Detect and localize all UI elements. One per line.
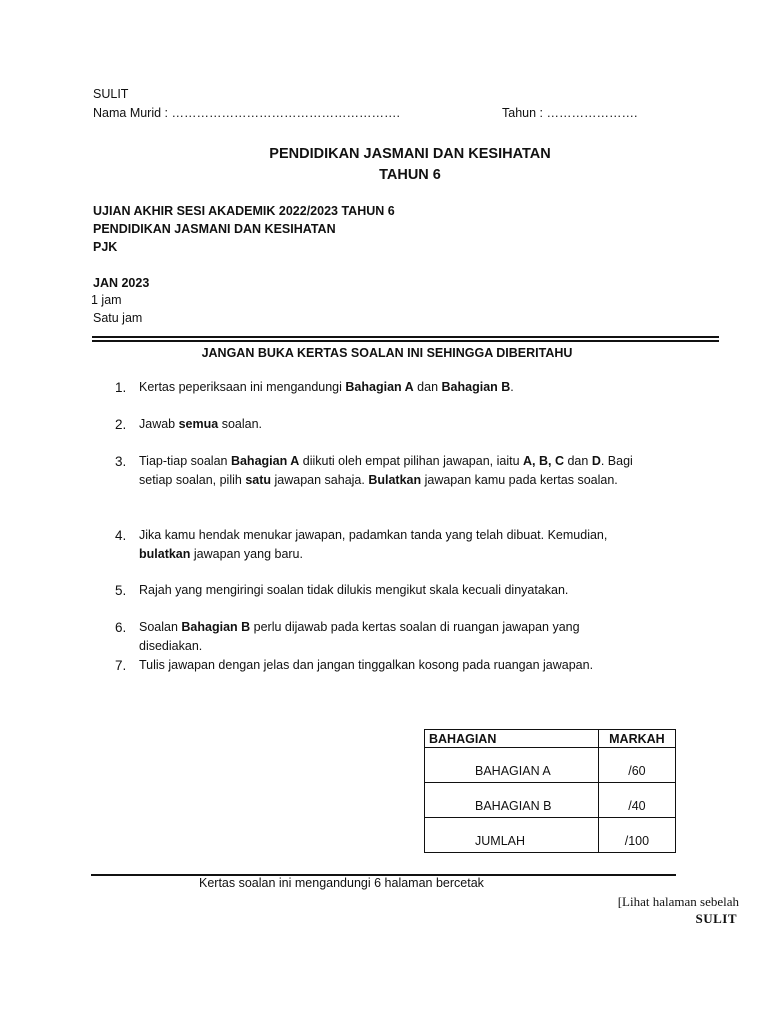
bold-term: Bahagian A: [345, 380, 414, 394]
text-segment: Soalan: [139, 620, 182, 634]
bold-term: Bulatkan: [368, 473, 422, 487]
exam-date: JAN 2023: [93, 276, 150, 290]
next-page-note: [Lihat halaman sebelah: [617, 894, 739, 909]
exam-subject: PENDIDIKAN JASMANI DAN KESIHATAN: [93, 222, 336, 236]
text-segment: jawapan yang baru.: [190, 547, 303, 561]
text-segment: . Bagi setiap soalan, pilih: [139, 454, 633, 487]
sulit-footer: SULIT: [695, 911, 737, 926]
item-text: [139, 618, 639, 656]
bold-term: D: [591, 454, 601, 468]
pages-note: Kertas soalan ini mengandungi 6 halaman bercetak: [199, 876, 484, 890]
table-row: [425, 818, 676, 853]
text-segment: jawapan sahaja.: [271, 473, 369, 487]
page-title: PENDIDIKAN JASMANI DAN KESIHATAN: [269, 146, 551, 162]
text-segment: Kertas peperiksaan ini mengandungi: [139, 380, 346, 394]
item-text: [139, 415, 679, 434]
text-segment: perlu dijawab pada kertas soalan di ruangan jawapan yang disediakan.: [139, 620, 580, 653]
item-text: [139, 452, 669, 490]
bold-term: Bahagian B: [441, 380, 511, 394]
bold-term: Bahagian B: [181, 620, 251, 634]
item-text: [139, 656, 609, 675]
section-cell: BAHAGIAN B: [425, 783, 599, 818]
item-number: 4.: [115, 528, 127, 543]
text-segment: Jika kamu hendak menukar jawapan, padamkan tanda yang telah dibuat. Kemudian,: [139, 528, 608, 542]
marks-table: [424, 729, 676, 853]
text-segment: Tulis jawapan dengan jelas dan jangan tinggalkan kosong pada ruangan jawapan.: [139, 658, 594, 672]
text-segment: .: [510, 380, 514, 394]
item-number: 3.: [115, 454, 127, 469]
exam-name: UJIAN AKHIR SESI AKADEMIK 2022/2023 TAHUN 6: [93, 204, 395, 218]
text-segment: Tiap-tiap soalan: [139, 454, 231, 468]
item-number: 5.: [115, 583, 127, 598]
item-number: 6.: [115, 620, 127, 635]
bold-term: semua: [178, 417, 219, 431]
text-segment: dan: [413, 380, 442, 394]
student-name-field[interactable]: Nama Murid : ……………………………………………….: [93, 106, 400, 120]
warning-text: JANGAN BUKA KERTAS SOALAN INI SEHINGGA DIBERITAHU: [201, 346, 573, 360]
table-header-row: [425, 730, 676, 748]
text-segment: soalan.: [218, 417, 262, 431]
exam-duration: 1 jam: [91, 293, 122, 307]
item-number: 1.: [115, 380, 127, 395]
page-subtitle: TAHUN 6: [379, 167, 441, 183]
text-segment: Rajah yang mengiringi soalan tidak dilukis mengikut skala kecuali dinyatakan.: [139, 583, 569, 597]
year-field[interactable]: Tahun : ………………….: [502, 106, 638, 120]
text-segment: dan: [564, 454, 592, 468]
bold-term: bulatkan: [139, 547, 191, 561]
item-number: 7.: [115, 658, 127, 673]
column-header: BAHAGIAN: [425, 730, 599, 748]
section-cell: BAHAGIAN A: [425, 748, 599, 783]
item-text: [139, 526, 609, 564]
table-row: [425, 783, 676, 818]
section-cell: JUMLAH: [425, 818, 599, 853]
bold-term: Bahagian A: [230, 454, 300, 468]
table-row: [425, 748, 676, 783]
item-text: [139, 581, 679, 600]
marks-cell: /100: [598, 818, 675, 853]
text-segment: diikuti oleh empat pilihan jawapan, iaitu: [299, 454, 524, 468]
item-text: [139, 378, 679, 397]
marks-cell: /60: [598, 748, 675, 783]
text-segment: Jawab: [139, 417, 179, 431]
sulit-label: SULIT: [93, 87, 129, 101]
exam-code: PJK: [93, 240, 118, 254]
marks-cell: /40: [598, 783, 675, 818]
column-header: MARKAH: [598, 730, 675, 748]
item-number: 2.: [115, 417, 127, 432]
top-rule-2: [92, 340, 719, 342]
text-segment: jawapan kamu pada kertas soalan.: [421, 473, 618, 487]
top-rule: [92, 336, 719, 338]
bold-term: satu: [245, 473, 272, 487]
exam-duration-words: Satu jam: [93, 311, 143, 325]
bold-term: A, B, C: [523, 454, 564, 468]
